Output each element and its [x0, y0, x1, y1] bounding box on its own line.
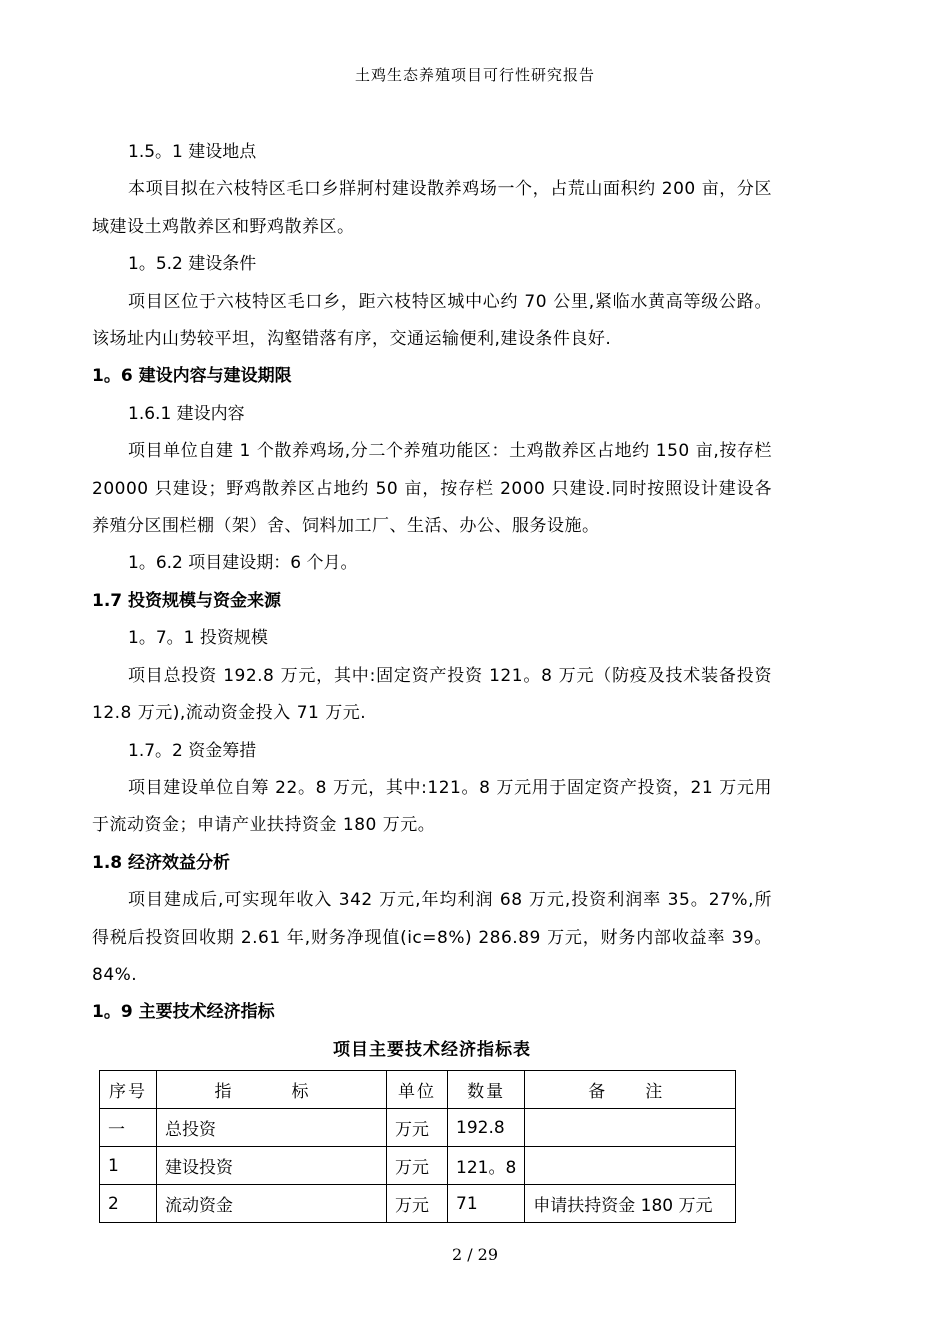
section-heading-1-6: 1。6 建设内容与建设期限	[92, 366, 292, 387]
paragraph-benefits: 项目建成后,可实现年收入 342 万元,年均利润 68 万元,投资利润率 35。27%,所得税后投资回收期 2.61 年,财务净现值(ic=8%) 286.89 万元，财务内部收益率 39。84%.	[92, 890, 772, 985]
heading-1-6-1: 1.6.1 建设内容	[128, 403, 245, 424]
header-unit: 单位	[387, 1071, 448, 1109]
table-row	[100, 1109, 736, 1147]
cell-unit: 万元	[387, 1185, 448, 1223]
heading-1-6-2: 1。6.2 项目建设期：6 个月。	[128, 553, 358, 574]
cell-indicator: 流动资金	[157, 1185, 387, 1223]
table-header-row	[100, 1071, 736, 1109]
heading-1-7-1: 1。7。1 投资规模	[128, 628, 268, 649]
cell-indicator: 总投资	[157, 1109, 387, 1147]
section-heading-1-8: 1.8 经济效益分析	[92, 852, 231, 873]
document-body	[92, 134, 772, 1069]
cell-unit: 万元	[387, 1147, 448, 1185]
table-title: 项目主要技术经济指标表	[333, 1039, 531, 1060]
paragraph-investment: 项目总投资 192.8 万元，其中:固定资产投资 121。8 万元（防疫及技术装备投资 12.8 万元),流动资金投入 71 万元.	[92, 665, 772, 724]
cell-remark	[525, 1109, 736, 1147]
paragraph-location: 本项目拟在六枝特区毛口乡牂牁村建设散养鸡场一个，占荒山面积约 200 亩，分区域建设土鸡散养区和野鸡散养区。	[92, 179, 772, 237]
cell-unit: 万元	[387, 1109, 448, 1147]
cell-quantity: 192.8	[448, 1109, 525, 1147]
section-heading-1-9: 1。9 主要技术经济指标	[92, 1002, 275, 1023]
header-indicator: 指标	[157, 1071, 387, 1109]
section-heading-1-7: 1.7 投资规模与资金来源	[92, 590, 282, 611]
header-quantity: 数量	[448, 1071, 525, 1109]
heading-1-5-1: 1.5。1 建设地点	[128, 142, 257, 162]
page-number: 2 / 29	[451, 1245, 499, 1264]
page-header: 土鸡生态养殖项目可行性研究报告	[354, 66, 595, 84]
header-remark: 备注	[525, 1071, 736, 1109]
cell-remark	[525, 1147, 736, 1185]
heading-1-5-2: 1。5.2 建设条件	[128, 254, 257, 275]
table-row	[100, 1185, 736, 1223]
cell-indicator: 建设投资	[157, 1147, 387, 1185]
paragraph-construction: 项目单位自建 1 个散养鸡场,分二个养殖功能区：土鸡散养区占地约 150 亩,按存栏 20000 只建设；野鸡散养区占地约 50 亩，按存栏 2000 只建设.同时按照设计建设各养殖分区围栏棚（架）舍、饲料加工厂、生活、办公、服务设施。	[92, 441, 772, 537]
cell-serial: 1	[100, 1147, 157, 1185]
paragraph-funding: 项目建设单位自筹 22。8 万元，其中:121。8 万元用于固定资产投资，21 万元用于流动资金；申请产业扶持资金 180 万元。	[92, 777, 772, 836]
paragraph-conditions: 项目区位于六枝特区毛口乡，距六枝特区城中心约 70 公里,紧临水黄高等级公路。该场址内山势较平坦，沟壑错落有序，交通运输便利,建设条件良好.	[92, 291, 772, 350]
cell-quantity: 121。8	[448, 1147, 525, 1185]
cell-serial: 2	[100, 1185, 157, 1223]
cell-serial: 一	[100, 1109, 157, 1147]
table-row	[100, 1147, 736, 1185]
heading-1-7-2: 1.7。2 资金筹措	[128, 740, 257, 761]
indicator-table	[99, 1070, 736, 1223]
header-serial: 序号	[100, 1071, 157, 1109]
cell-remark: 申请扶持资金 180 万元	[525, 1185, 736, 1223]
cell-quantity: 71	[448, 1185, 525, 1223]
